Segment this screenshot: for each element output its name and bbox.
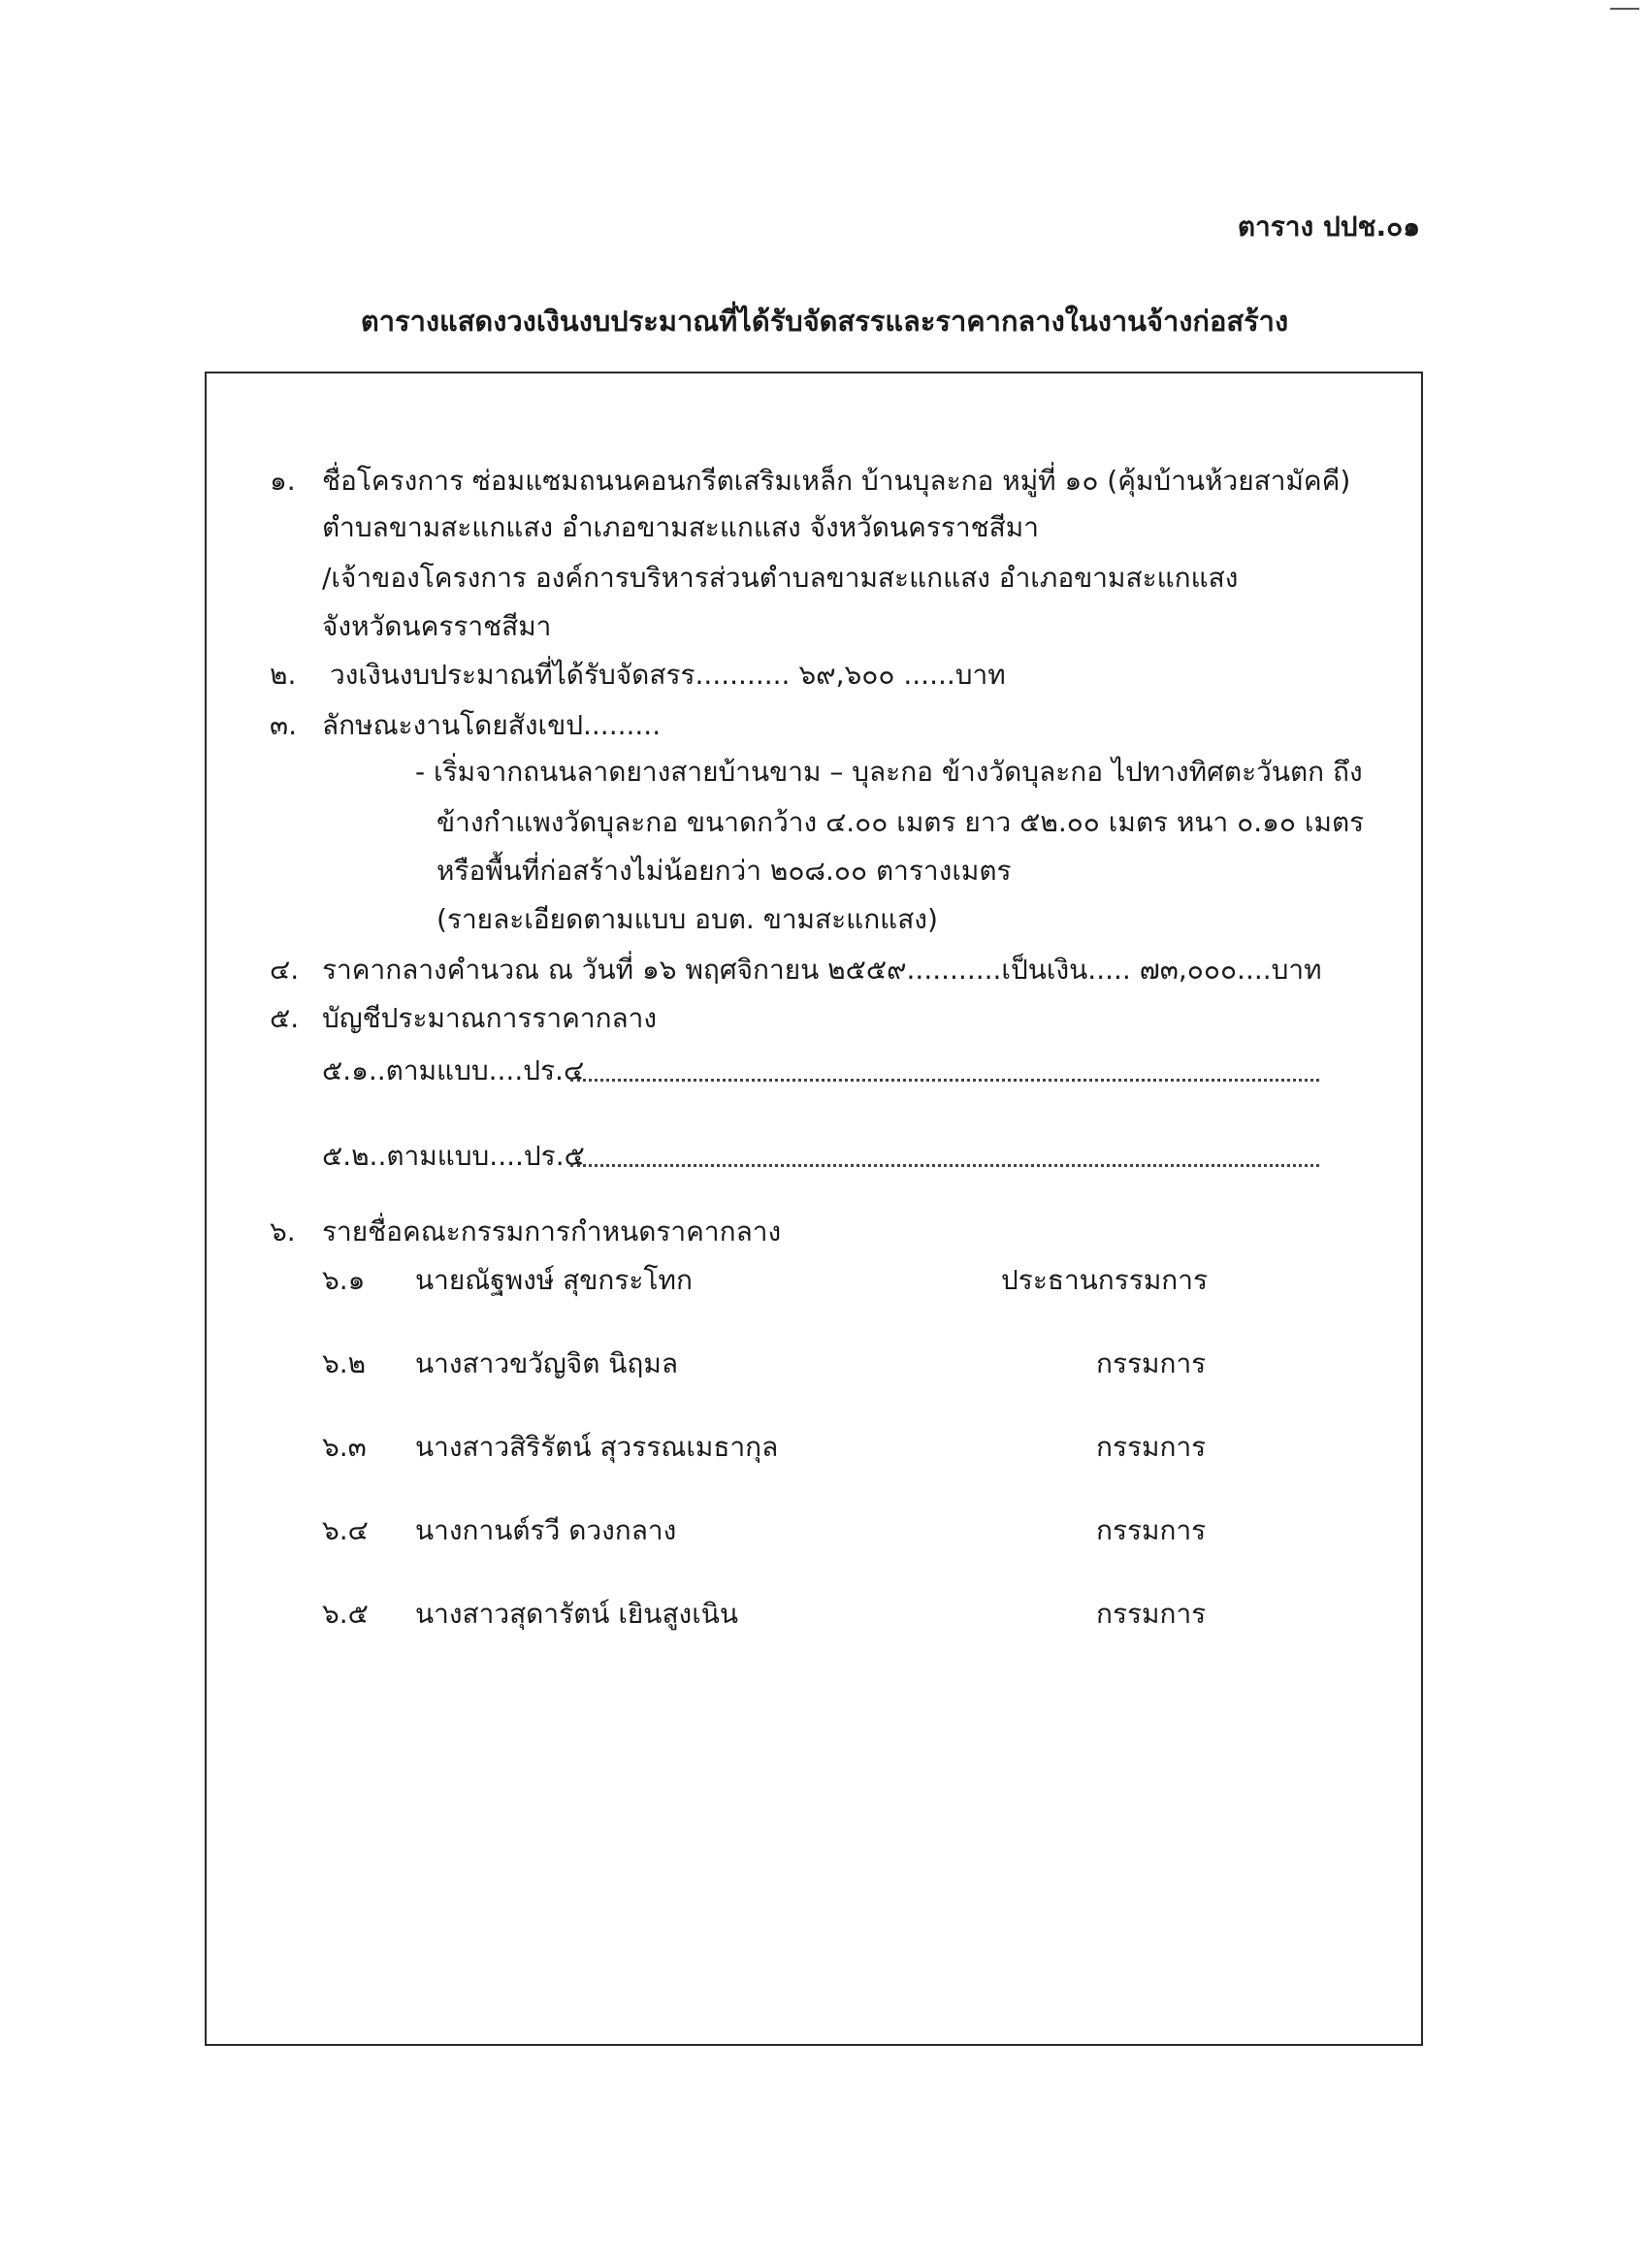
item3-number: ๓. — [270, 709, 298, 741]
item5-heading: บัญชีประมาณการราคากลาง — [322, 1002, 658, 1034]
member-5-role: กรรมการ — [1096, 1598, 1207, 1630]
member-4-name: นางกานต์รวี ดวงกลาง — [415, 1514, 677, 1546]
member-4-role: กรรมการ — [1096, 1514, 1207, 1546]
member-3-role: กรรมการ — [1096, 1431, 1207, 1463]
item4-number: ๔. — [270, 954, 300, 986]
member-1-role: ประธานกรรมการ — [1001, 1264, 1209, 1296]
item3-detail-1: - เริ่มจากถนนลาดยางสายบ้านขาม – บุละกอ ข้างวัดบุละกอ ไปทางทิศตะวันตก ถึง — [415, 756, 1363, 788]
item5-number: ๕. — [270, 1002, 300, 1034]
item3-detail-4: (รายละเอียดตามแบบ อบต. ขามสะแกแสง) — [436, 903, 938, 935]
item6-number: ๖. — [270, 1215, 296, 1247]
item5-sub-1: ๕.๑..ตามแบบ....ปร.๔ — [322, 1054, 585, 1086]
item2-number: ๒. — [270, 659, 297, 691]
member-4-number: ๖.๔ — [322, 1514, 369, 1546]
item6-heading: รายชื่อคณะกรรมการกำหนดราคากลาง — [322, 1215, 782, 1247]
item1-number: ๑. — [270, 465, 296, 497]
member-5-name: นางสาวสุดารัตน์ เยินสูงเนิน — [415, 1598, 739, 1630]
member-2-role: กรรมการ — [1096, 1347, 1207, 1379]
member-2-name: นางสาวขวัญจิต นิฤมล — [415, 1347, 678, 1379]
scan-edge-mark — [1610, 8, 1639, 10]
member-5-number: ๖.๕ — [322, 1598, 369, 1630]
member-2-number: ๖.๒ — [322, 1347, 367, 1379]
item3-detail-2: ข้างกำแพงวัดบุละกอ ขนาดกว้าง ๔.๐๐ เมตร ยาว ๕๒.๐๐ เมตร หนา ๐.๑๐ เมตร — [436, 806, 1365, 838]
member-3-number: ๖.๓ — [322, 1431, 367, 1463]
item5-sub-1-dotline — [570, 1079, 1319, 1082]
item1-owner-province: จังหวัดนครราชสีมา — [322, 610, 552, 642]
item3-heading: ลักษณะงานโดยสังเขป......... — [322, 709, 662, 741]
item4-median-price: ราคากลางคำนวณ ณ วันที่ ๑๖ พฤศจิกายน ๒๕๕๙...........เป็นเงิน..... ๗๓,๐๐๐....บาท — [322, 954, 1322, 986]
member-1-number: ๖.๑ — [322, 1264, 366, 1296]
item3-detail-3: หรือพื้นที่ก่อสร้างไม่น้อยกว่า ๒๐๘.๐๐ ตารางเมตร — [436, 855, 1012, 887]
item1-location: ตำบลขามสะแกแสง อำเภอขามสะแกแสง จังหวัดนครราชสีมา — [322, 511, 1039, 543]
page-title: ตารางแสดงวงเงินงบประมาณที่ได้รับจัดสรรและราคากลางในงานจ้างก่อสร้าง — [360, 305, 1289, 338]
item5-sub-2: ๕.๒..ตามแบบ....ปร.๕ — [322, 1140, 585, 1172]
item5-sub-2-dotline — [570, 1164, 1319, 1167]
item2-budget: วงเงินงบประมาณที่ได้รับจัดสรร........... ๖๙,๖๐๐ ......บาท — [330, 659, 1006, 691]
member-3-name: นางสาวสิริรัตน์ สุวรรณเมธากุล — [415, 1431, 779, 1463]
item1-project-name: ชื่อโครงการ ซ่อมแซมถนนคอนกรีตเสริมเหล็ก บ้านบุละกอ หมู่ที่ ๑๐ (คุ้มบ้านห้วยสามัคคี) — [322, 465, 1351, 497]
form-code: ตาราง ปปช.๐๑ — [1237, 211, 1420, 243]
item1-owner: /เจ้าของโครงการ องค์การบริหารส่วนตำบลขามสะแกแสง อำเภอขามสะแกแสง — [322, 562, 1239, 594]
member-1-name: นายณัฐพงษ์ สุขกระโทก — [415, 1264, 693, 1296]
